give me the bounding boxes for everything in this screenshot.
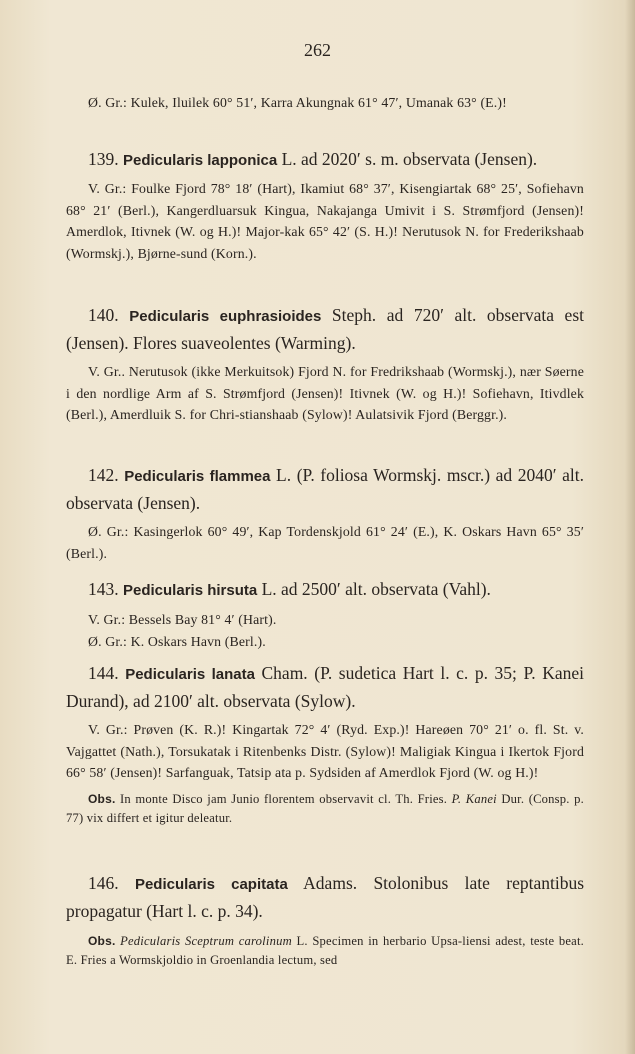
species-number: 140. [88,305,119,325]
obs-italic-name: P. Kanei [451,791,497,806]
species-heading [66,302,584,356]
locality-text: Ø. Gr.: Kasingerlok 60° 49′, Kap Tordenskjold 61° 24′ (E.), K. Oskars Havn 65° 35′ (Berl.). [66,524,584,561]
section-142 [66,462,584,564]
species-name: Pedicularis hirsuta [123,582,258,599]
species-heading [66,462,584,516]
page-number: 262 [304,40,331,60]
species-name: Pedicularis lanata [125,666,255,683]
section-146 [66,870,584,970]
species-name: Pedicularis capitata [134,876,288,893]
species-authority: Steph. ad 720′ alt. observata est (Jensen). Flores suaveolentes (Warming). [66,305,584,353]
obs-italic-name: Pedicularis Sceptrum carolinum [120,934,292,948]
species-number: 146. [88,873,119,893]
obs-text: In monte Disco jam Junio florentem observavit cl. Th. Fries. [115,791,452,806]
species-authority: Adams. Stolonibus late reptantibus propagatur (Hart l. c. p. 34). [66,873,584,921]
obs-label: Obs. [88,934,116,948]
species-authority: L. ad 2020′ s. m. observata (Jensen). [277,149,538,169]
species-heading [66,576,584,604]
species-number: 143. [88,579,119,599]
observation-note [66,790,584,828]
obs-text: Dur. (Consp. p. 77) vix differt et igitur deleatur. [66,791,584,825]
locality-text: V. Gr.. Nerutusok (ikke Merkuitsok) Fjord N. for Fredrikshaab (Wormskj.), nær Søerne i den nordlige Arm af S. Strømfjord (Jensen)! Itivnek (W. og H.)! Sofiehavn, Itivdlek (Berl.), Amerdluik S. for Chri-stianshaab (Sylow)! Aulatsivik Fjord (Berggr.). [66,364,584,423]
section-139 [66,146,584,264]
species-authority: Cham. (P. sudetica Hart l. c. p. 35; P. Kanei Durand), ad 2100′ alt. observata (Sylow). [66,663,584,711]
species-heading [66,146,584,174]
species-heading [66,870,584,924]
observation-note [66,932,584,970]
locality-text: V. Gr.: Foulke Fjord 78° 18′ (Hart), Ikamiut 68° 37′, Kisengiartak 68° 25′, Sofiehavn 68° 21′ (Berl.), Kangerdluarsuk Kingua, Nakajanga Umivit i S. Strømfjord (Jensen)! Amerdlok, Itivnek (W. og H.)! Major-kak 65° 42′ (S. H.)! Nerutusok N. for Frederikshaab (Wormskj.), Bjørne-sund (Korn.). [66,181,584,261]
species-number: 144. [88,663,119,683]
species-number: 139. [88,149,119,169]
section-144 [66,660,584,828]
page-edge-shadow [625,0,635,1054]
locality-line: V. Gr.: Bessels Bay 81° 4′ (Hart). [88,612,277,627]
species-name: Pedicularis lapponica [123,152,278,169]
species-name: Pedicularis euphrasioides [129,308,322,325]
species-number: 142. [88,465,119,485]
species-authority: L. (P. foliosa Wormskj. mscr.) ad 2040′ alt. observata (Jensen). [66,465,585,513]
species-name: Pedicularis flammea [124,468,271,485]
species-heading [66,660,584,714]
section-140 [66,302,584,426]
species-authority: L. ad 2500′ alt. observata (Vahl). [257,579,491,599]
locality-line: Ø. Gr.: K. Oskars Havn (Berl.). [88,633,266,649]
locality-text: V. Gr.: Prøven (K. R.)! Kingartak 72° 4′ (Ryd. Exp.)! Hareøen 70° 21′ o. fl. St. v. Vajgattet (Nath.), Torsukatak i Ritenbenks Distr. (Sylow)! Maligiak Kingua i Ikertok Fjord 66° 58′ (Jensen)! Sarfanguak, Tatsip ata p. Sydsiden af Amerdlok Fjord (W. og H.)! [66,722,584,781]
locality-text: Ø. Gr.: Kulek, Iluilek 60° 51′, Karra Akungnak 61° 47′, Umanak 63° (E.)! [88,95,507,110]
section-umanak-continuation [66,92,584,114]
obs-text: L. Specimen in herbario Upsa-liensi adest, teste beat. E. Fries a Wormskjoldio in Groenlandia lectum, sed [66,934,585,967]
section-143 [66,576,584,652]
obs-label: Obs. [88,791,116,806]
